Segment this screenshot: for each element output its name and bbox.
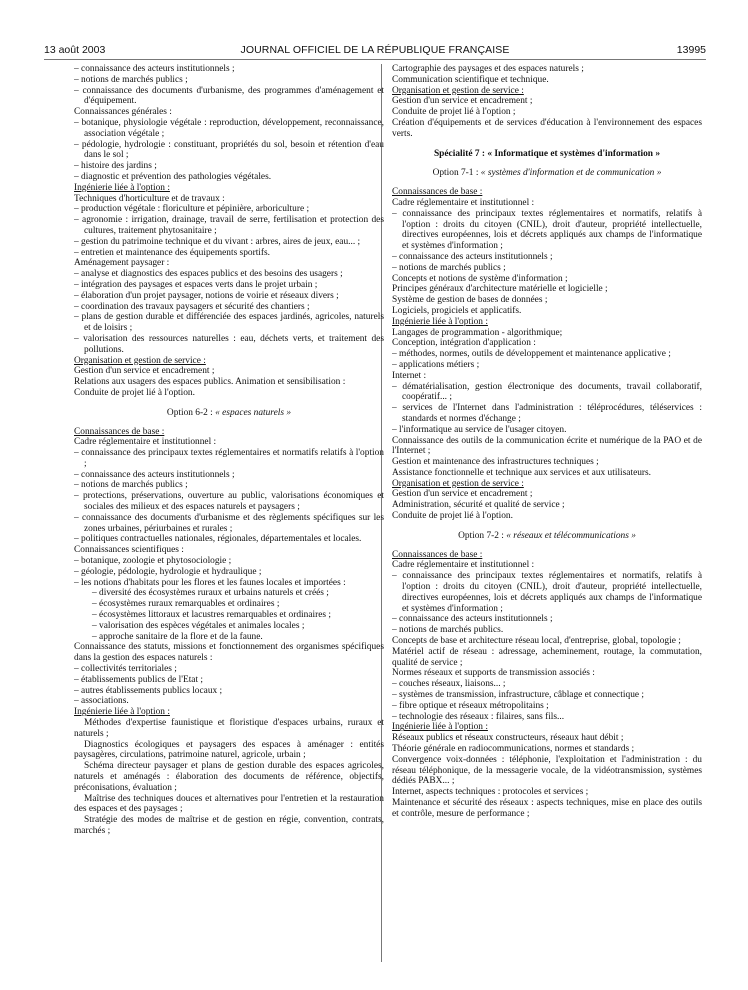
bullet-item: – connaissance des acteurs institutionnels ; [74,469,235,480]
header-date: 13 août 2003 [44,44,106,56]
bullet-item: – connaissance des documents d'urbanisme et des règlements spécifiques sur les zones urbaines, périurbaines et rurales ; [74,512,384,534]
section-heading: Organisation et gestion de service : [392,478,524,489]
paragraph: Conduite de projet lié à l'option. [74,387,195,398]
left-column [74,64,384,964]
section-heading: Connaissances de base : [74,426,165,437]
option-heading [392,531,702,542]
heading-title: « systèmes d'information et de communication » [478,168,662,179]
bullet-item: – histoire des jardins ; [74,161,157,172]
bullet-item: – production végétale : floriculture et pépinière, arboriculture ; [74,204,310,215]
heading-label: Option 7-2 : [458,530,504,541]
paragraph: Méthodes d'expertise faunistique et floristique d'espaces urbains, ruraux et naturels ; [74,718,384,739]
bullet-item: – associations. [74,696,129,707]
paragraph: Connaissances générales : [74,107,172,118]
paragraph: Assistance fonctionnelle et technique aux services et aux utilisateurs. [392,467,652,478]
sub-bullet-item: – diversité des écosystèmes ruraux et urbains naturels et créés ; [92,588,329,599]
bullet-item: – notions de marchés publics ; [74,74,188,85]
paragraph: Création d'équipements et de services d'éducation à l'environnement des espaces verts. [392,117,702,139]
bullet-item: – géologie, pédologie, hydrologie et hydraulique ; [74,566,262,577]
paragraph: Gestion et maintenance des infrastructures techniques ; [392,457,599,468]
sub-bullet-item: – approche sanitaire de la flore et de la faune. [92,631,263,642]
paragraph: Logiciels, progiciels et applicatifs. [392,305,522,316]
paragraph: Cadre réglementaire et institutionnel : [74,437,217,448]
heading-title: « Informatique et systèmes d'information » [485,148,661,159]
bullet-item: – applications métiers ; [392,359,480,370]
bullet-item: – diagnostic et prévention des pathologies végétales. [74,171,272,182]
paragraph: Maîtrise des techniques douces et alternatives pour l'entretien et la restauration des espaces et des paysages ; [74,793,384,815]
bullet-item: – connaissance des acteurs institutionnels ; [392,251,553,262]
bullet-item: – les notions d'habitats pour les flores et les faunes locales et importées : [74,577,346,588]
paragraph: Techniques d'horticulture et de travaux : [74,193,225,204]
paragraph: Diagnostics écologiques et paysagers des espaces à aménager : entités paysagères, circulations, patrimoine naturel, agricole, urbain ; [74,739,384,761]
section-heading: Ingénierie liée à l'option : [392,722,488,733]
bullet-item: – connaissance des principaux textes réglementaires et normatifs, relatifs à l'option : droits du citoyen (CNIL), droit d'auteur, propriété intellectuelle, directives européennes, lois et décrets appliqués aux champs de l'informatique et systèmes d'information ; [392,208,702,252]
bullet-item: – analyse et diagnostics des espaces publics et des besoins des usagers ; [74,269,343,280]
bullet-item: – établissements publics de l'Etat ; [74,674,204,685]
bullet-item: – connaissance des principaux textes réglementaires et normatifs relatifs à l'option ; [74,448,384,469]
bullet-item: – dématérialisation, gestion électronique des documents, travail collaboratif, coopératif... ; [392,381,702,403]
bullet-item: – intégration des paysages et espaces verts dans le projet urbain ; [74,279,318,290]
bullet-item: – notions de marchés publics. [392,625,504,636]
bullet-item: – connaissance des documents d'urbanisme, des programmes d'aménagement et d'équipement. [74,85,384,107]
paragraph: Administration, sécurité et qualité de service ; [392,500,565,511]
paragraph: Normes réseaux et supports de transmission associés : [392,668,595,679]
paragraph: Théorie générale en radiocommunications, normes et standards ; [392,744,635,755]
heading-label: Option 7-1 : [432,168,479,179]
right-column [392,64,702,964]
sub-bullet-item: – écosystèmes ruraux remarquables et ordinaires ; [92,599,280,610]
paragraph: Langages de programmation - algorithmique; [392,327,563,338]
heading-label: Option 6-2 : [166,407,213,418]
heading-title: « espaces naturels » [212,407,292,418]
paragraph: Internet : [392,370,427,381]
sub-bullet-item: – écosystèmes littoraux et lacustres remarquables et ordinaires ; [92,610,331,621]
section-heading: Organisation et gestion de service : [74,355,206,366]
paragraph: Gestion d'un service et encadrement ; [74,366,215,377]
bullet-item: – méthodes, normes, outils de développement et maintenance applicative ; [392,349,671,360]
bullet-item: – botanique, physiologie végétale : reproduction, développement, reconnaissance, association végétale ; [74,117,384,139]
paragraph: Stratégie des modes de maîtrise et de gestion en régie, convention, contrats, marchés ; [74,815,384,836]
bullet-item: – notions de marchés publics ; [392,262,506,273]
bullet-item: – connaissance des acteurs institutionnels ; [74,64,235,74]
paragraph: Connaissances scientifiques : [74,545,184,556]
paragraph: Principes généraux d'architecture matérielle et logicielle ; [392,284,608,295]
bullet-item: – autres établissements publics locaux ; [74,685,223,696]
bullet-item: – systèmes de transmission, infrastructure, câblage et connectique ; [392,690,645,701]
paragraph: Gestion d'un service et encadrement ; [392,96,533,107]
section-heading: Organisation et gestion de service : [392,85,524,96]
paragraph: Conduite de projet lié à l'option. [392,511,513,522]
bullet-item: – technologie des réseaux : filaires, sans fils... [392,711,565,722]
bullet-item: – services de l'Internet dans l'administration : téléprocédures, téléservices : standards et normes d'échange ; [392,403,702,424]
paragraph: Matériel actif de réseau : adressage, acheminement, routage, la commutation, qualité de service ; [392,646,702,668]
option-heading [74,408,384,419]
paragraph: Internet, aspects techniques : protocoles et services ; [392,787,589,798]
paragraph: Cadre réglementaire et institutionnel : [392,197,535,208]
bullet-item: – agronomie : irrigation, drainage, travail de serre, fertilisation et protection des cultures, traitement phytosanitaire ; [74,215,384,236]
paragraph: Connaissance des outils de la communication écrite et numérique de la PAO et de l'Internet ; [392,435,702,457]
bullet-item: – connaissance des principaux textes réglementaires et normatifs, relatifs à l'option : droits du citoyen (CNIL), droit d'auteur, propriété intellectuelle, directives européennes, lois et décrets appliqués aux champs de l'informatique et systèmes d'information ; [392,571,702,614]
bullet-item: – valorisation des ressources naturelles : eau, déchets verts, et traitement des pollutions. [74,333,384,355]
bullet-item: – notions de marchés publics ; [74,480,188,491]
bullet-item: – élaboration d'un projet paysager, notions de voirie et réseaux divers ; [74,290,339,301]
bullet-item: – plans de gestion durable et différenciée des espaces jardinés, agricoles, naturels et de loisirs ; [74,312,384,334]
paragraph: Connaissance des statuts, missions et fonctionnement des organismes spécifiques dans la gestion des espaces naturels : [74,642,384,664]
paragraph: Conception, intégration d'application : [392,338,536,349]
section-heading: Ingénierie liée à l'option : [392,316,488,327]
paragraph: Relations aux usagers des espaces publics. Animation et sensibilisation : [74,377,346,388]
page-header [44,44,706,58]
paragraph: Aménagement paysager : [74,258,170,269]
bullet-item: – botanique, zoologie et phytosociologie ; [74,556,232,567]
paragraph: Schéma directeur paysager et plans de gestion durable des espaces agricoles, naturels et aménagés : élaboration des documents de référence, objectifs, préconisations, évaluation ; [74,761,384,793]
paragraph: Cadre réglementaire et institutionnel : [392,560,535,571]
page-number: 13995 [676,44,706,56]
heading-title: « réseaux et télécommunications » [503,530,636,541]
bullet-item: – protections, préservations, ouverture au public, valorisations économiques et sociales des milieux et des espaces naturels et paysagers ; [74,491,384,513]
section-heading: Ingénierie liée à l'option : [74,707,170,718]
paragraph: Réseaux publics et réseaux constructeurs, réseaux haut débit ; [392,733,624,744]
bullet-item: – entretien et maintenance des équipements sportifs. [74,247,271,258]
bullet-item: – coordination des travaux paysagers et sécurité des chantiers ; [74,301,310,312]
bullet-item: – politiques contractuelles nationales, régionales, départementales et locales. [74,534,362,545]
heading-label: Spécialité 7 : [433,148,486,159]
journal-title: JOURNAL OFFICIEL DE LA RÉPUBLIQUE FRANÇAISE [240,44,510,56]
specialty-heading [392,149,702,160]
paragraph: Concepts et notions de système d'information ; [392,273,568,284]
bullet-item: – couches réseaux, liaisons... ; [392,679,506,690]
section-heading: Connaissances de base : [392,549,483,560]
bullet-item: – fibre optique et réseaux métropolitains ; [392,700,549,711]
bullet-item: – connaissance des acteurs institutionnels ; [392,614,553,625]
paragraph: Système de gestion de bases de données ; [392,295,548,306]
bullet-item: – l'informatique au service de l'usager citoyen. [392,424,567,435]
bullet-item: – collectivités territoriales ; [74,664,177,675]
bullet-item: – pédologie, hydrologie : constituant, propriétés du sol, besoin et rétention d'eau dans le sol ; [74,139,384,161]
section-heading: Connaissances de base : [392,187,483,198]
paragraph: Concepts de base et architecture réseau local, d'entreprise, global, topologie ; [392,636,681,647]
paragraph: Maintenance et sécurité des réseaux : aspects techniques, mise en place des outils et contrôle, mesure de performance ; [392,798,702,819]
paragraph: Cartographie des paysages et des espaces naturels ; [392,64,584,74]
bullet-item: – gestion du patrimoine technique et du vivant : arbres, aires de jeux, eau... ; [74,236,361,247]
sub-bullet-item: – valorisation des espèces végétales et animales locales ; [92,620,305,631]
paragraph: Convergence voix-données : téléphonie, l'exploitation et l'administration : du réseau téléphonique, de la messagerie vocale, de la vidéotransmission, systèmes dédiés PABX... ; [392,754,702,787]
paragraph: Conduite de projet lié à l'option ; [392,107,516,118]
section-heading: Ingénierie liée à l'option : [74,182,170,193]
paragraph: Communication scientifique et technique. [392,74,549,85]
option-heading [392,168,702,179]
paragraph: Gestion d'un service et encadrement ; [392,489,533,500]
header-rule [44,59,706,60]
